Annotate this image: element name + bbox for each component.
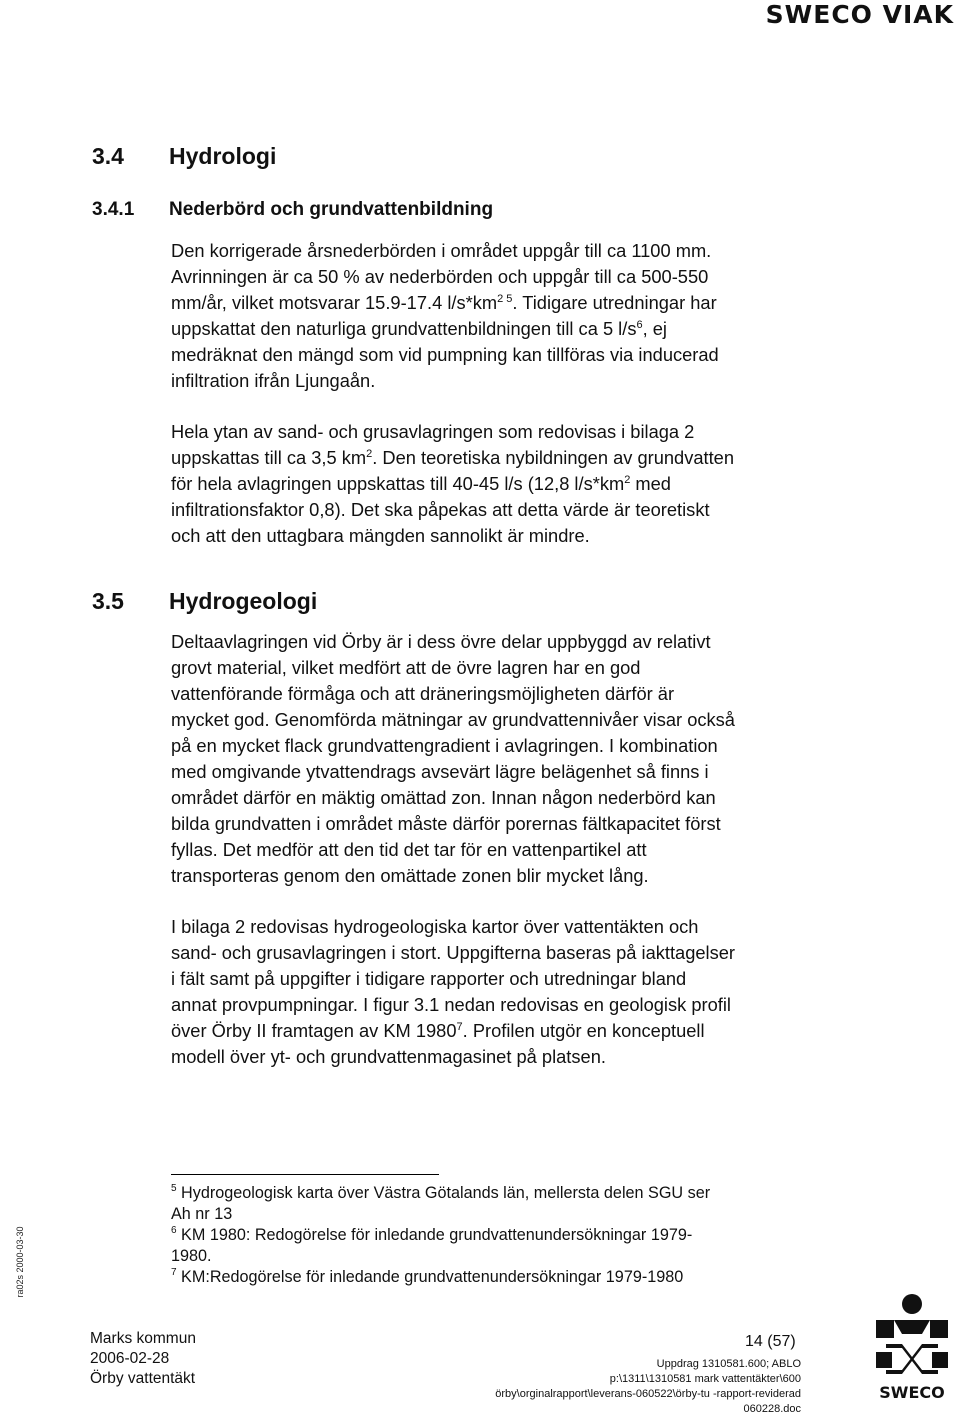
footnote-6: $^6$ KM 1980: Redogörelse för inledande grundvattenundersökningar 1979- [171, 1225, 693, 1244]
template-code: ra02s 2000-03-30 [15, 1226, 25, 1298]
logo-block [930, 1320, 948, 1338]
footnote-ref: 7 [456, 1021, 463, 1033]
logo-text: SWECO [879, 1383, 945, 1402]
footer-client: Marks kommun [90, 1330, 196, 1347]
section-number: 3.5 [92, 588, 124, 614]
text-line: i fält samt på uppgifter i tidigare rapporter och utredningar bland [171, 968, 687, 989]
paragraph-hydrogeology [171, 629, 821, 889]
section-number: 3.4 [92, 143, 124, 169]
footer-assignment: Uppdrag 1310581.600; ABLO [656, 1358, 801, 1370]
footnote-5-cont: Ah nr 13 [171, 1205, 233, 1223]
subsection-number: 3.4.1 [92, 199, 135, 220]
text-line: Deltaavlagringen vid Örby är i dess övre delar uppbyggd av relativt [171, 631, 711, 652]
text-line: med omgivande ytvattendrags avsevärt lägre belägenhet så finns i [171, 761, 709, 782]
footer-path: 060228.doc [743, 1403, 801, 1415]
superscript: 2 [366, 448, 373, 460]
text-line: sand- och grusavlagringen i stort. Uppgifterna baseras på iakttagelser [171, 942, 735, 963]
footer-project: Örby vattentäkt [90, 1370, 196, 1387]
footnote-6-cont: 1980. [171, 1247, 212, 1265]
text-line: området därför en mäktig omättad zon. Innan någon nederbörd kan [171, 787, 716, 808]
text-line: infiltrationsfaktor 0,8). Det ska påpekas att detta värde är teoretiskt [171, 499, 710, 520]
superscript: 2 [624, 474, 631, 486]
text-line: över Örby II framtagen av KM 1980$^7$. Profilen utgör en konceptuell [171, 1020, 705, 1041]
footer-path: p:\1311\1310581 mark vattentäkter\600 [609, 1373, 801, 1385]
logo-shoulders [894, 1320, 930, 1334]
text-line: medräknat den mängd som vid pumpning kan tillföras via inducerad [171, 344, 719, 365]
logo-block [876, 1352, 892, 1368]
paragraph-sand-gravel-area [171, 419, 821, 549]
text-line: Avrinningen är ca 50 % av nederbörden och uppgår till ca 500-550 [171, 266, 709, 287]
logo-stroke [886, 1344, 938, 1374]
footnote-5: $^5$ Hydrogeologisk karta över Västra Götalands län, mellersta delen SGU ser [171, 1183, 711, 1202]
text-line: mycket god. Genomförda mätningar av grundvattennivåer visar också [171, 709, 735, 730]
text-line: uppskattat den naturliga grundvattenbildningen till ca 5 $l/s^6$, ej [171, 318, 667, 339]
text-line: och att den uttagbara mängden sannolikt är mindre. [171, 525, 590, 546]
footnote-ref: 2 5 [497, 293, 513, 305]
footnote-ref: 6 [636, 319, 643, 331]
text-line: uppskattas till ca 3,5 $km^2$. Den teoretiska nybildningen av grundvatten [171, 447, 735, 468]
section-title: Hydrologi [169, 143, 277, 169]
text-line: bilda grundvatten i området måste därför porernas fältkapacitet först [171, 813, 721, 834]
text-line: annat provpumpningar. I figur 3.1 nedan redovisas en geologisk profil [171, 994, 731, 1015]
paragraph-appendix-maps [171, 914, 821, 1070]
text-line: mm/år, vilket motsvarar 15.9-17.4 $l/s*km^{2 5}$. Tidigare utredningar har [171, 292, 717, 313]
text-line: infiltration ifrån Ljungaån. [171, 370, 376, 391]
footer-right [495, 1357, 801, 1417]
text-line: modell över yt- och grundvattenmagasinet på platsen. [171, 1046, 606, 1067]
text-line: vattenförande förmåga och att dräneringsmöjligheten därför är [171, 683, 675, 704]
subsection-title: Nederbörd och grundvattenbildning [169, 199, 494, 220]
text-line: grovt material, vilket medfört att de övre lagren har en god [171, 657, 641, 678]
footer-date: 2006-02-28 [90, 1350, 170, 1367]
text-line: för hela avlagringen uppskattas till 40-45 l/s (12,8 $l/s*km^2$ med [171, 473, 671, 494]
logo-head [902, 1294, 922, 1314]
paragraph-precipitation [171, 238, 821, 394]
text-line: transporteras genom den omättade zonen blir mycket lång. [171, 865, 649, 886]
text-line: Hela ytan av sand- och grusavlagringen som redovisas i bilaga 2 [171, 421, 695, 442]
logo-block [932, 1352, 948, 1368]
footer-left [90, 1329, 196, 1389]
sweco-logo [872, 1292, 952, 1402]
footnote-7: $^7$ KM:Redogörelse för inledande grundvattenundersökningar 1979-1980 [171, 1267, 684, 1286]
footnote-separator [171, 1174, 439, 1175]
text-line: Den korrigerade årsnederbörden i området uppgår till ca 1100 mm. [171, 240, 712, 261]
text-line: fyllas. Det medför att den tid det tar för en vattenpartikel att [171, 839, 647, 860]
page-number: 14 (57) [745, 1333, 796, 1350]
text-line: I bilaga 2 redovisas hydrogeologiska kartor över vattentäkten och [171, 916, 699, 937]
footnotes [171, 1183, 811, 1288]
text-line: på en mycket flack grundvattengradient i avlagringen. I kombination [171, 735, 718, 756]
logo-block [876, 1320, 894, 1338]
brand-header: SWECO VIAK [765, 0, 954, 29]
section-title: Hydrogeologi [169, 588, 318, 614]
footer-path: örby\orginalrapport\leverans-060522\örby-tu -rapport-reviderad [495, 1388, 801, 1400]
